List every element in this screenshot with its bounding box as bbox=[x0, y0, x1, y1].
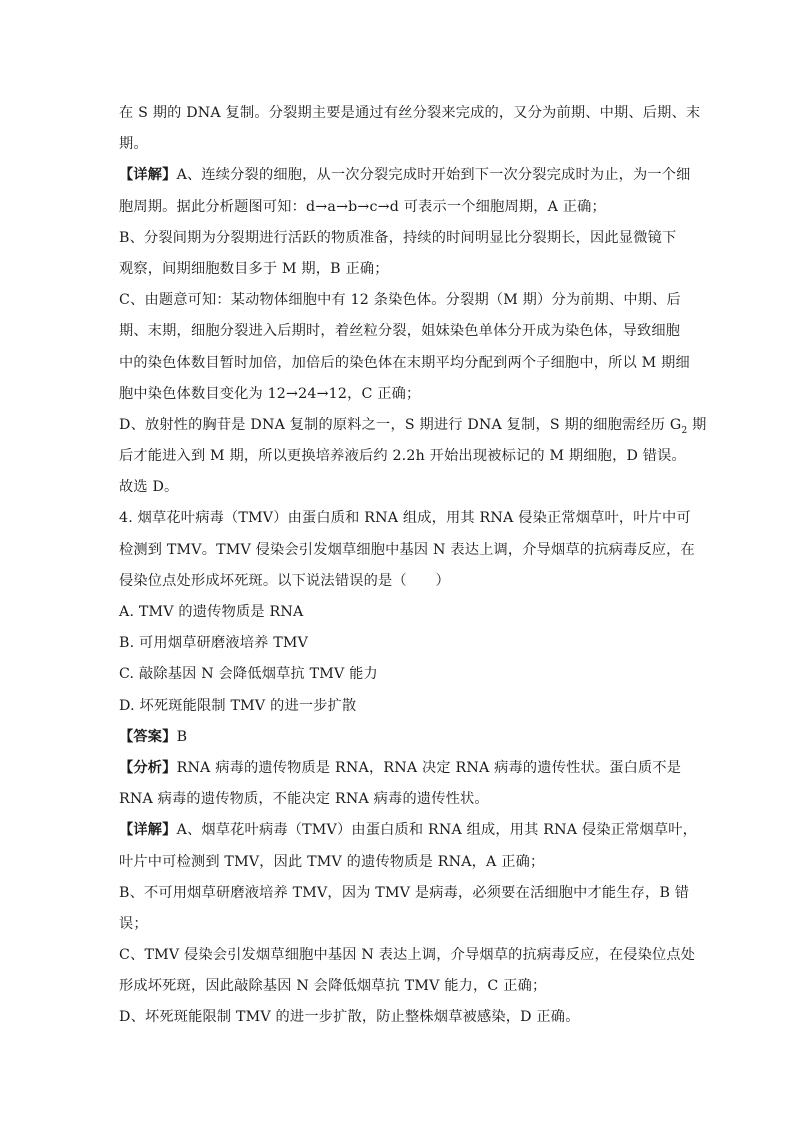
text-line: 【详解】A、连续分裂的细胞，从一次分裂完成时开始到下一次分裂完成时为止，为一个细 bbox=[119, 167, 691, 184]
text-line: 期。 bbox=[119, 136, 148, 153]
option-d: D. 坏死斑能限制 TMV 的进一步扩散 bbox=[119, 697, 357, 714]
text-line: C、TMV 侵染会引发烟草细胞中基因 N 表达上调，介导烟草的抗病毒反应，在侵染位点处 bbox=[119, 947, 696, 964]
answer-line: 【答案】B bbox=[119, 728, 188, 745]
question-stem: 4. 烟草花叶病毒（TMV）由蛋白质和 RNA 组成，用其 RNA 侵染正常烟草叶，叶片中可 bbox=[119, 510, 691, 527]
text-line: 【分析】RNA 病毒的遗传物质是 RNA，RNA 决定 RNA 病毒的遗传性状。蛋白质不是 bbox=[119, 759, 682, 776]
question-stem: 侵染位点处形成坏死斑。以下说法错误的是（ ） bbox=[119, 572, 450, 589]
text-line: C、由题意可知：某动物体细胞中有 12 条染色体。分裂期（M 期）分为前期、中期、后 bbox=[119, 292, 681, 309]
text-line: B、不可用烟草研磨液培养 TMV，因为 TMV 是病毒，必须要在活细胞中才能生存，B 错 bbox=[119, 884, 690, 901]
text-line: 故选 D。 bbox=[119, 479, 179, 496]
option-b: B. 可用烟草研磨液培养 TMV bbox=[119, 635, 309, 652]
text-line: 中的染色体数目暂时加倍，加倍后的染色体在末期平均分配到两个子细胞中，所以 M 期细 bbox=[119, 354, 690, 371]
text-line: 在 S 期的 DNA 复制。分裂期主要是通过有丝分裂来完成的，又分为前期、中期、后期、末 bbox=[119, 105, 701, 121]
text-line: 期、末期，细胞分裂进入后期时，着丝粒分裂，姐妹染色单体分开成为染色体，导致细胞 bbox=[119, 323, 681, 340]
question-stem: 检测到 TMV。TMV 侵染会引发烟草细胞中基因 N 表达上调，介导烟草的抗病毒反应，在 bbox=[119, 541, 695, 558]
text-line: D、坏死斑能限制 TMV 的进一步扩散，防止整株烟草被感染，D 正确。 bbox=[119, 1009, 580, 1026]
text-line: 【详解】A、烟草花叶病毒（TMV）由蛋白质和 RNA 组成，用其 RNA 侵染正常烟草叶， bbox=[119, 822, 698, 839]
section-tag: 【详解】 bbox=[119, 822, 177, 839]
text-line: 胞中染色体数目变化为 12→24→12，C 正确； bbox=[119, 385, 421, 402]
text-line: RNA 病毒的遗传物质，不能决定 RNA 病毒的遗传性状。 bbox=[119, 791, 489, 808]
text-line: 形成坏死斑，因此敲除基因 N 会降低烟草抗 TMV 能力，C 正确； bbox=[119, 978, 547, 995]
text-line: 后才能进入到 M 期，所以更换培养液后约 2.2h 开始出现被标记的 M 期细胞，D 错误。 bbox=[119, 448, 686, 465]
subscript: 2 bbox=[681, 425, 688, 436]
section-tag: 【答案】 bbox=[119, 728, 177, 745]
option-c: C. 敲除基因 N 会降低烟草抗 TMV 能力 bbox=[119, 666, 378, 683]
section-tag: 【详解】 bbox=[119, 167, 177, 184]
text-line: 观察，间期细胞数目多于 M 期，B 正确； bbox=[119, 260, 389, 277]
text-line: 胞周期。据此分析题图可知：d→a→b→c→d 可表示一个细胞周期，A 正确； bbox=[119, 198, 606, 215]
section-tag: 【分析】 bbox=[119, 759, 177, 776]
document-page bbox=[119, 98, 707, 1034]
text-line: D、放射性的胸苷是 DNA 复制的原料之一，S 期进行 DNA 复制，S 期的细胞需经历 $G_2$ 期 bbox=[119, 416, 707, 436]
option-a: A. TMV 的遗传物质是 RNA bbox=[119, 604, 304, 620]
text-line: 叶片中可检测到 TMV，因此 TMV 的遗传物质是 RNA，A 正确； bbox=[119, 853, 545, 870]
text-line: B、分裂间期为分裂期进行活跃的物质准备，持续的时间明显比分裂期长，因此显微镜下 bbox=[119, 229, 677, 246]
text-line: 误； bbox=[119, 915, 148, 932]
